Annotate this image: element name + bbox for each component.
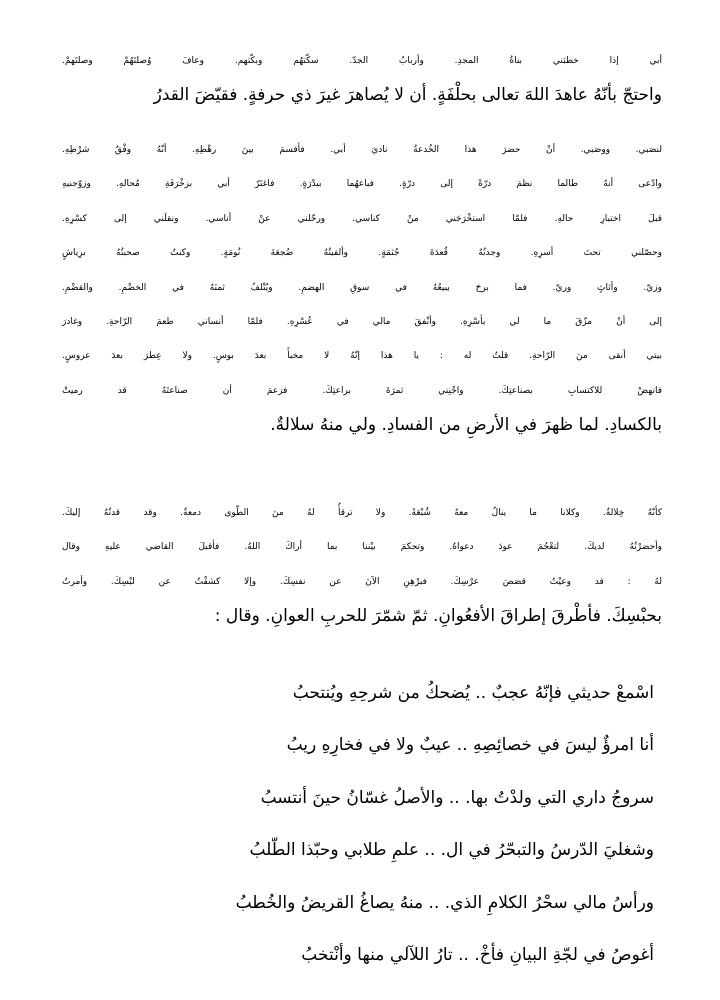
text-line: إلى أنْ مزّقَ ما لي بأسْرِهِ. وأنْفقَ مالي في عُسْرِهِ. فلمّا أنساني طعمَ الرّاحةِ. وغادرَ: [62, 317, 662, 328]
poem-verse: أنا امرؤٌ ليسَ في خصائِصِهِ .. عيبٌ ولا في فخارِهِ ريبُ: [286, 735, 654, 756]
text-line: وزيّ. وأثاثٍ وريّ. فما برحَ يبيعُهُ في سوقِ الهضمِ. ويُتْلفُ ثمنَهُ في الخضْمِ. والقضْمِ.: [62, 282, 662, 293]
text-line: بالكسادِ. لما ظهرَ في الأرضِ من الفسادِ. ولي منهُ سلالةٌ.: [270, 415, 662, 436]
poem-verse: اسْمعْ حديثي فإنّهُ عجبٌ .. يُضحكُ من شرحِهِ ويُنتحبُ: [292, 683, 654, 703]
text-line: واحتجّ بأنّهُ عاهدَ اللهَ تعالى بحلْفَةٍ. أن لا يُصاهرَ غيرَ ذي حرفةٍ. فقيّضَ القدرُ: [153, 85, 662, 106]
poem-verse: أغوصُ في لجّةِ البيانِ فأخْ. .. تارُ اللآلي منها وأنْتخبُ: [301, 945, 654, 966]
poem-verses: [62, 667, 662, 981]
poem-verse: وشغليَ الدّرسُ والتبحّرُ في ال. .. علمِ طلابي وحبّذا الطّلبُ: [249, 840, 654, 861]
text-line: وأحضرْتُهُ لديكَ. لتعْجُمَ عودَ دعواهُ. وتحكمَ بيْننا بما أراكَ اللهُ. فأقبلَ القاضي عليهِ وقال: [62, 542, 662, 553]
text-line: بيتي أنقى منَ الرّاحةِ. قلتُ له : يا هذا إنّهُ لا مخبأَ بعدَ بوسٍ. ولا عِطرَ بعدَ عروسٍ.: [62, 351, 662, 362]
paragraph-judge: [62, 496, 662, 634]
paragraph-story: [62, 133, 662, 443]
poem-verse: سروجُ داري التي ولدْتُ بها. .. والأصلُ غسّانُ حينَ أنتسبُ: [260, 787, 654, 808]
text-line: أبي إذا خطبَني بناةُ المجدِ. وأربابُ الجدّ. سكّتهُم وبكّتهم. وعافَ وُصلتَهُمْ وصلتَهمْ.: [62, 56, 662, 66]
text-line: كأنّهُ خِلالةٌ. وكلانا ما ينالُ معهُ شُبْعَةً. ولا ترقأُ لهُ منَ الطّوى دمعةٌ. وقد قدتُهُ إليكَ.: [62, 508, 662, 518]
paragraph-intro: [62, 44, 662, 113]
text-line: بحبْسِكَ. فأطْرقَ إطراقَ الأفعُوانِ. ثمّ شمّرَ للحربِ العوانِ. وقال :: [214, 606, 662, 627]
text-line: قبلَ اختبارِ حالهِ. فلمّا استخْرَجَني منْ كناسي. ورحّلني عنْ أناسي. ونقلَني إلى كسْرِهِ.: [62, 213, 662, 224]
text-line: وحصّلني تحتَ أسرِهِ. وجدتُهُ قُعدَةَ جُثمَةٍ. وألفيتُهُ ضُجعَةَ نُومَةٍ. وكنتُ صحبتُهُ برِياشٍ: [62, 248, 662, 259]
text-line: فانهضْ للاكتسابِ بصناعتِكَ. واجْنِني ثمرَةَ براعتِكَ. فزعمَ أن صناعتَهُ قد رميتْ: [62, 385, 662, 396]
text-line: وادّعى أنهُ طالما نظمَ درّةً إلى درّةٍ. فباعهُما ببدْرَةٍ. فاغتَرّ أبي بزخْرَفَةِ مُحالهِ. وزوّجنيهِ: [62, 179, 662, 190]
text-line: لنصَبي. ووصَبي. أنْ حضرَ هذا الخُدعةُ ناديَ أبي. فأقسمَ بينَ رهْطِهِ. أنّهُ وفْقُ شرْطِهِ.: [62, 145, 662, 155]
poem-verse: ورأسُ مالي سحْرُ الكلامِ الذي. .. منهُ يصاغُ القريضُ والخُطبُ: [235, 892, 654, 913]
text-line: لهُ : قد وعيْتُ قصَصَ عرْسِكَ. فبرْهِنِ الآنَ عن نفسِكَ. وإلا كشفْتُ عن لبْسِكَ. وأمرتُ: [62, 576, 662, 587]
